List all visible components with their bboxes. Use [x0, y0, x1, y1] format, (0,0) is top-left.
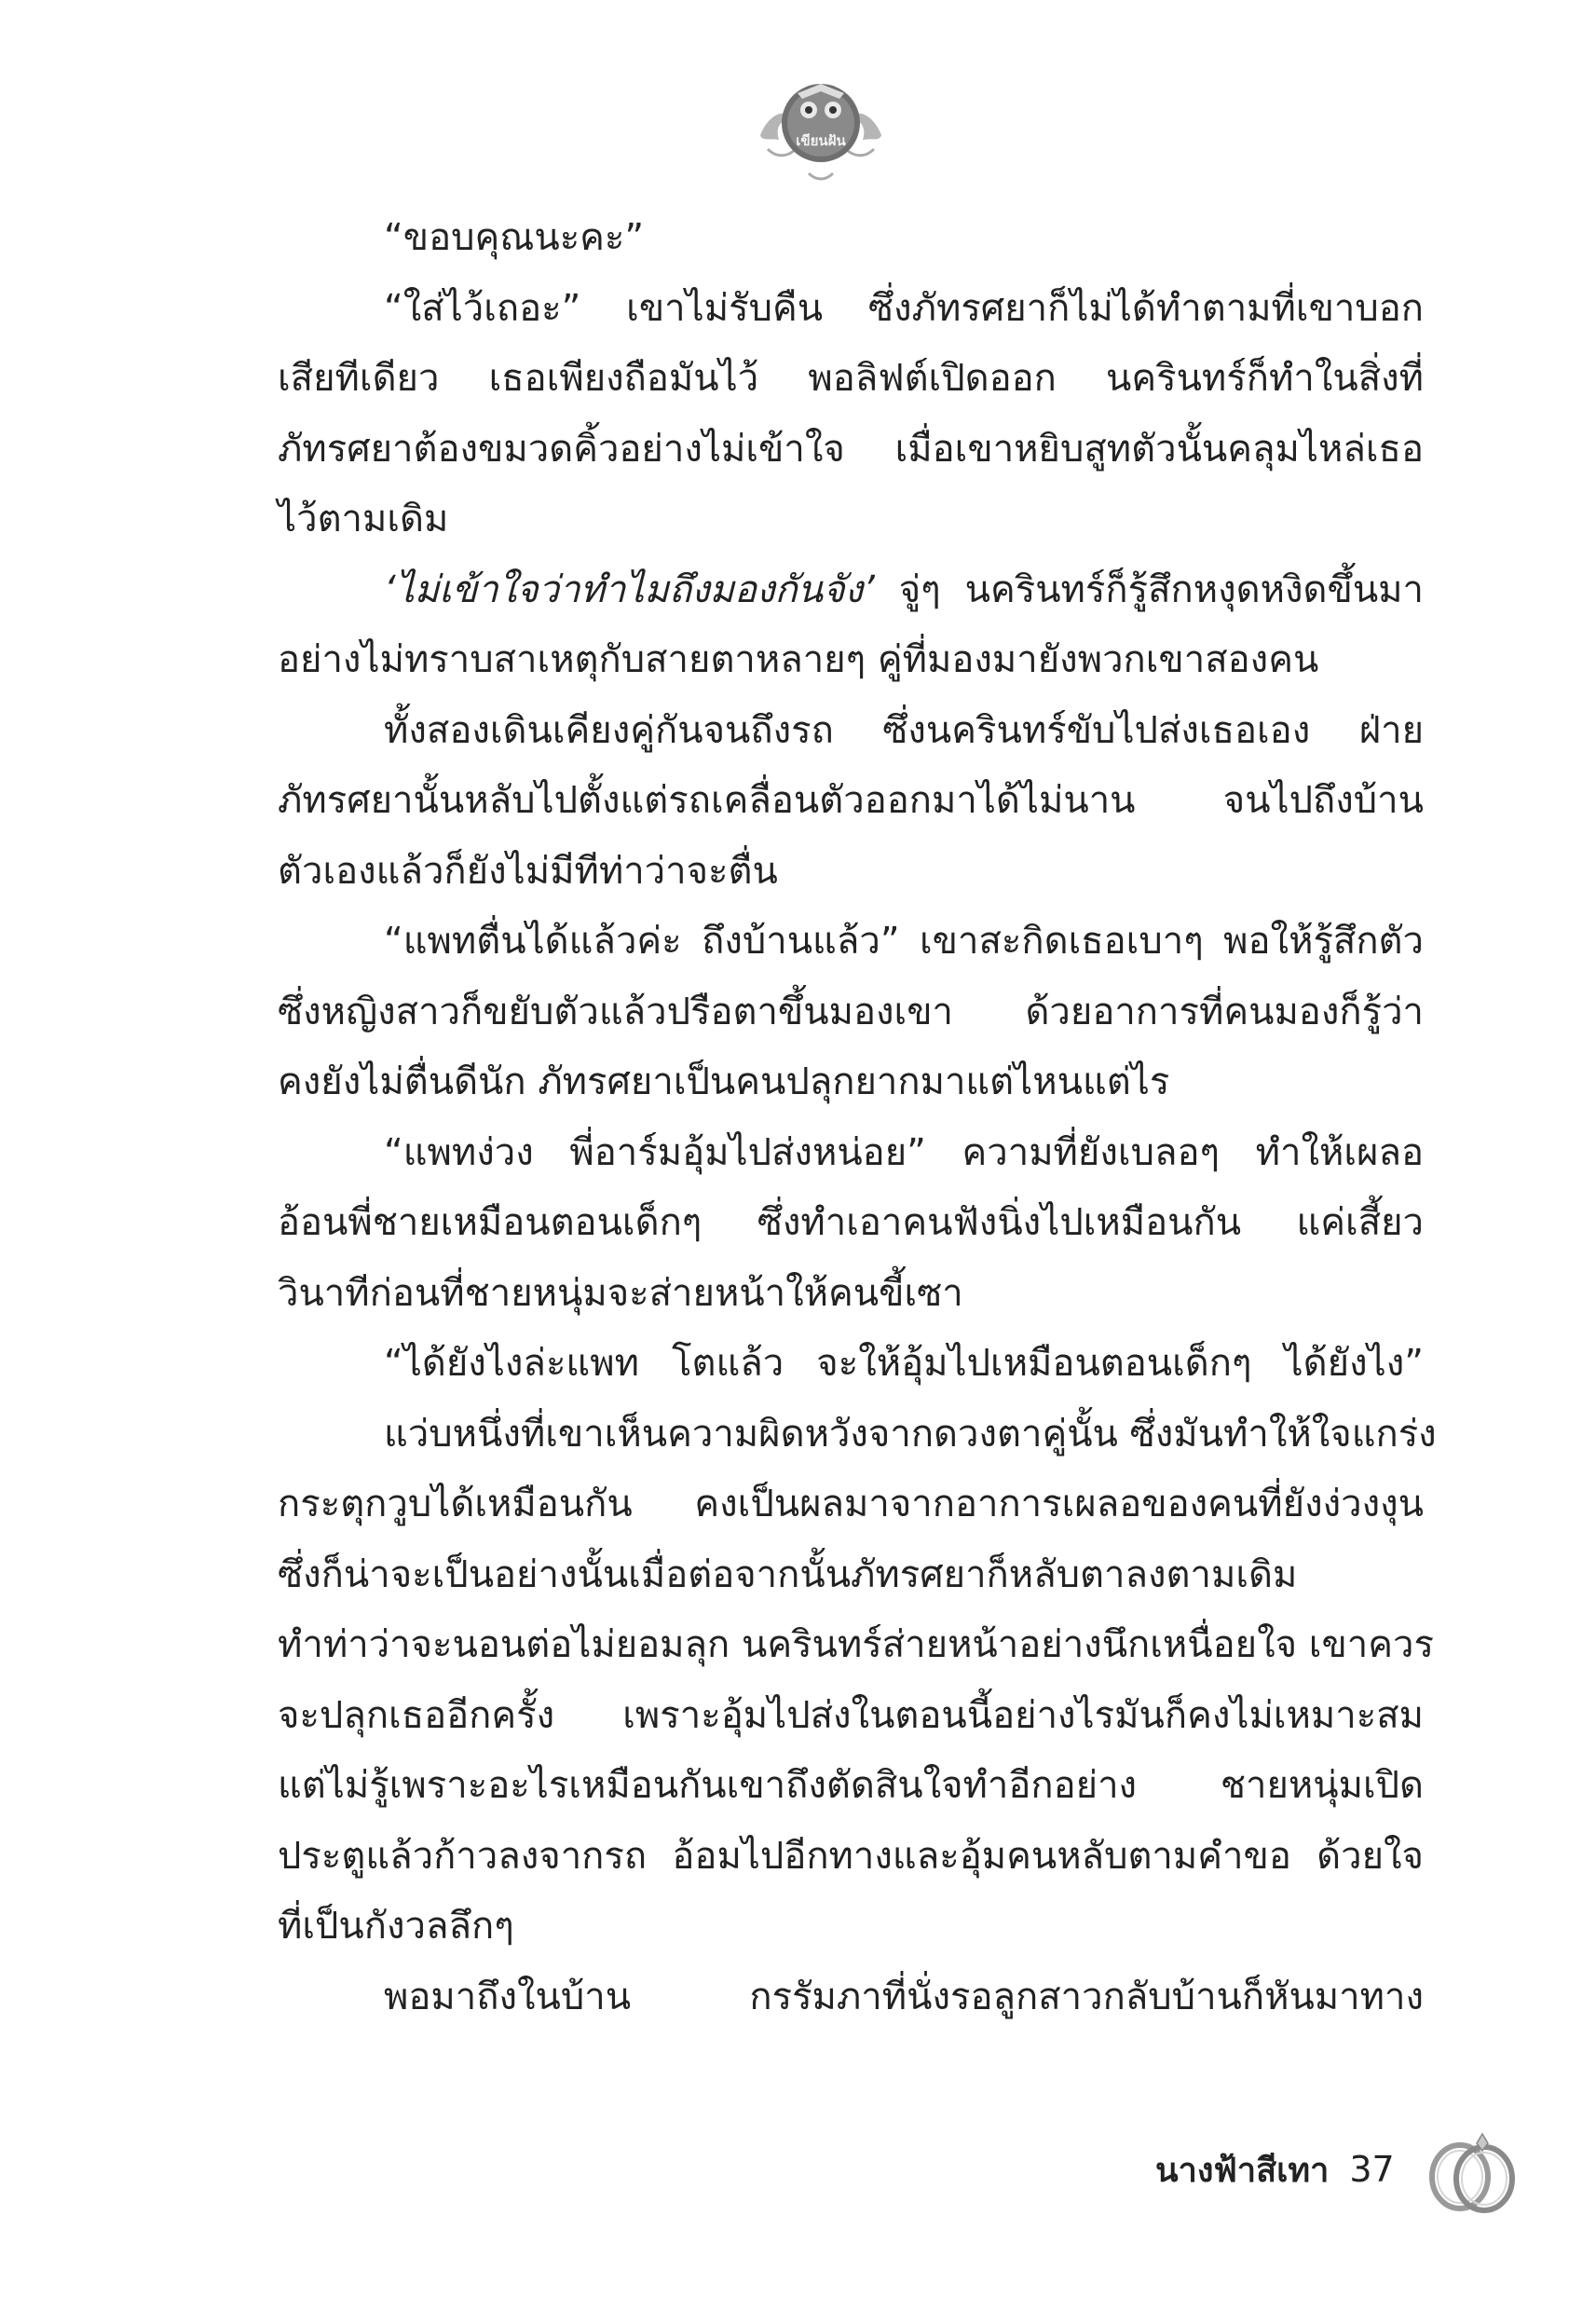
text-line [278, 766, 1424, 837]
line-text: วินาทีก่อนที่ชายหนุ่มจะส่ายหน้าให้คนขี้เซา [278, 1271, 963, 1315]
text-line [278, 1681, 1424, 1752]
line-text: ประตูแล้วก้าวลงจากรถ อ้อมไปอีกทางและอุ้มคนหลับตามคำขอ ด้วยใจ [278, 1834, 1424, 1878]
line-text: ตัวเองแล้วก็ยังไม่มีทีท่าว่าจะตื่น [278, 849, 778, 893]
line-text: เสียทีเดียว เธอเพียงถือมันไว้ พอลิฟต์เปิดออก นครินทร์ก็ทำในสิ่งที่ [278, 357, 1424, 400]
text-line [278, 978, 1424, 1048]
text-line [278, 837, 1424, 908]
wedding-rings-icon [1421, 2123, 1523, 2216]
text-line [278, 274, 1424, 345]
line-text: จู่ๆ นครินทร์ก็รู้สึกหงุดหงิดขึ้นมา [874, 567, 1424, 611]
text-line [278, 1822, 1424, 1893]
line-text: ไว้ตามเดิม [278, 498, 449, 540]
line-text: แต่ไม่รู้เพราะอะไรเหมือนกันเขาถึงตัดสินใจทำอีกอย่าง ชายหนุ่มเปิด [278, 1764, 1424, 1807]
line-text: จะปลุกเธออีกครั้ง เพราะอุ้มไปส่งในตอนนี้อย่างไรมันก็คงไม่เหมาะสม [278, 1693, 1424, 1737]
text-line [278, 1751, 1424, 1822]
text-line [278, 415, 1424, 485]
logo-text: เขียนฝัน [796, 132, 846, 149]
text-line [278, 1400, 1437, 1470]
line-text: พอมาถึงในบ้าน กรรัมภาที่นั่งรอลูกสาวกลับบ้านก็หันมาทาง [384, 1975, 1424, 2018]
text-line [278, 485, 1424, 555]
line-text: “ใส่ไว้เถอะ” เขาไม่รับคืน ซึ่งภัทรศยาก็ไม่ได้ทำตามที่เขาบอก [384, 286, 1424, 330]
text-line [278, 1610, 1434, 1681]
text-line [278, 1470, 1424, 1540]
text-line [278, 1540, 1424, 1611]
line-text: ซึ่งก็น่าจะเป็นอย่างนั้นเมื่อต่อจากนั้นภัทรศยาก็หลับตาลงตามเดิม [278, 1552, 1298, 1596]
text-line [278, 1188, 1424, 1259]
text-line [278, 203, 1424, 274]
line-text: อย่างไม่ทราบสาเหตุกับสายตาหลายๆ คู่ที่มองมายังพวกเขาสองคน [278, 638, 1319, 681]
text-line [278, 344, 1424, 415]
line-text: กระตุกวูบได้เหมือนกัน คงเป็นผลมาจากอาการเผลอของคนที่ยังง่วงงุน [278, 1483, 1424, 1525]
line-text: แว่บหนึ่งที่เขาเห็นความผิดหวังจากดวงตาคู่นั้น ซึ่งมันทำให้ใจแกร่ง [384, 1412, 1437, 1456]
text-line [278, 1118, 1424, 1189]
line-text: ภัทรศยานั้นหลับไปตั้งแต่รถเคลื่อนตัวออกมาได้ไม่นาน จนไปถึงบ้าน [278, 779, 1424, 822]
italic-thought: ‘ไม่เข้าใจว่าทำไมถึงมองกันจัง’ [384, 567, 875, 611]
book-title: นางฟ้าสีเทา [1155, 2151, 1330, 2190]
line-text: ภัทรศยาต้องขมวดคิ้วอย่างไม่เข้าใจ เมื่อเขาหยิบสูทตัวนั้นคลุมไหล่เธอ [278, 427, 1424, 471]
text-line [278, 1259, 1424, 1330]
line-text: ทำท่าว่าจะนอนต่อไม่ยอมลุก นครินทร์ส่ายหน้าอย่างนึกเหนื่อยใจ เขาควร [278, 1623, 1434, 1666]
line-text: “ขอบคุณนะคะ” [384, 216, 645, 259]
text-line [278, 1329, 1424, 1400]
text-line [278, 625, 1424, 696]
line-text: “ได้ยังไงล่ะแพท โตแล้ว จะให้อุ้มไปเหมือนตอนเด็กๆ ได้ยังไง” [384, 1342, 1424, 1385]
page-number: 37 [1349, 2149, 1395, 2190]
line-text: อ้อนพี่ชายเหมือนตอนเด็กๆ ซึ่งทำเอาคนฟังนิ่งไปเหมือนกัน แค่เสี้ยว [278, 1201, 1424, 1244]
text-line [278, 1892, 1424, 1962]
line-text: คงยังไม่ตื่นดีนัก ภัทรศยาเป็นคนปลุกยากมาแต่ไหนแต่ไร [278, 1060, 1170, 1103]
text-line [278, 1047, 1424, 1118]
line-text: ที่เป็นกังวลลึกๆ [278, 1905, 514, 1948]
page-body [278, 203, 1437, 2032]
text-line [278, 696, 1424, 767]
line-text: “แพทตื่นได้แล้วค่ะ ถึงบ้านแล้ว” เขาสะกิดเธอเบาๆ พอให้รู้สึกตัว [384, 920, 1424, 963]
line-text: “แพทง่วง พี่อาร์มอุ้มไปส่งหน่อย” ความที่ยังเบลอๆ ทำให้เผลอ [384, 1130, 1424, 1174]
line-text: ซึ่งหญิงสาวก็ขยับตัวแล้วปรือตาขึ้นมองเขา ด้วยอาการที่คนมองก็รู้ว่า [278, 990, 1424, 1033]
text-line [278, 1962, 1424, 2033]
line-text: ทั้งสองเดินเคียงคู่กันจนถึงรถ ซึ่งนครินทร์ขับไปส่งเธอเอง ฝ่าย [384, 708, 1424, 752]
page-footer [1155, 2132, 1523, 2207]
text-line [278, 555, 1424, 626]
text-line [278, 907, 1424, 978]
ornamental-crest-icon [751, 56, 891, 186]
